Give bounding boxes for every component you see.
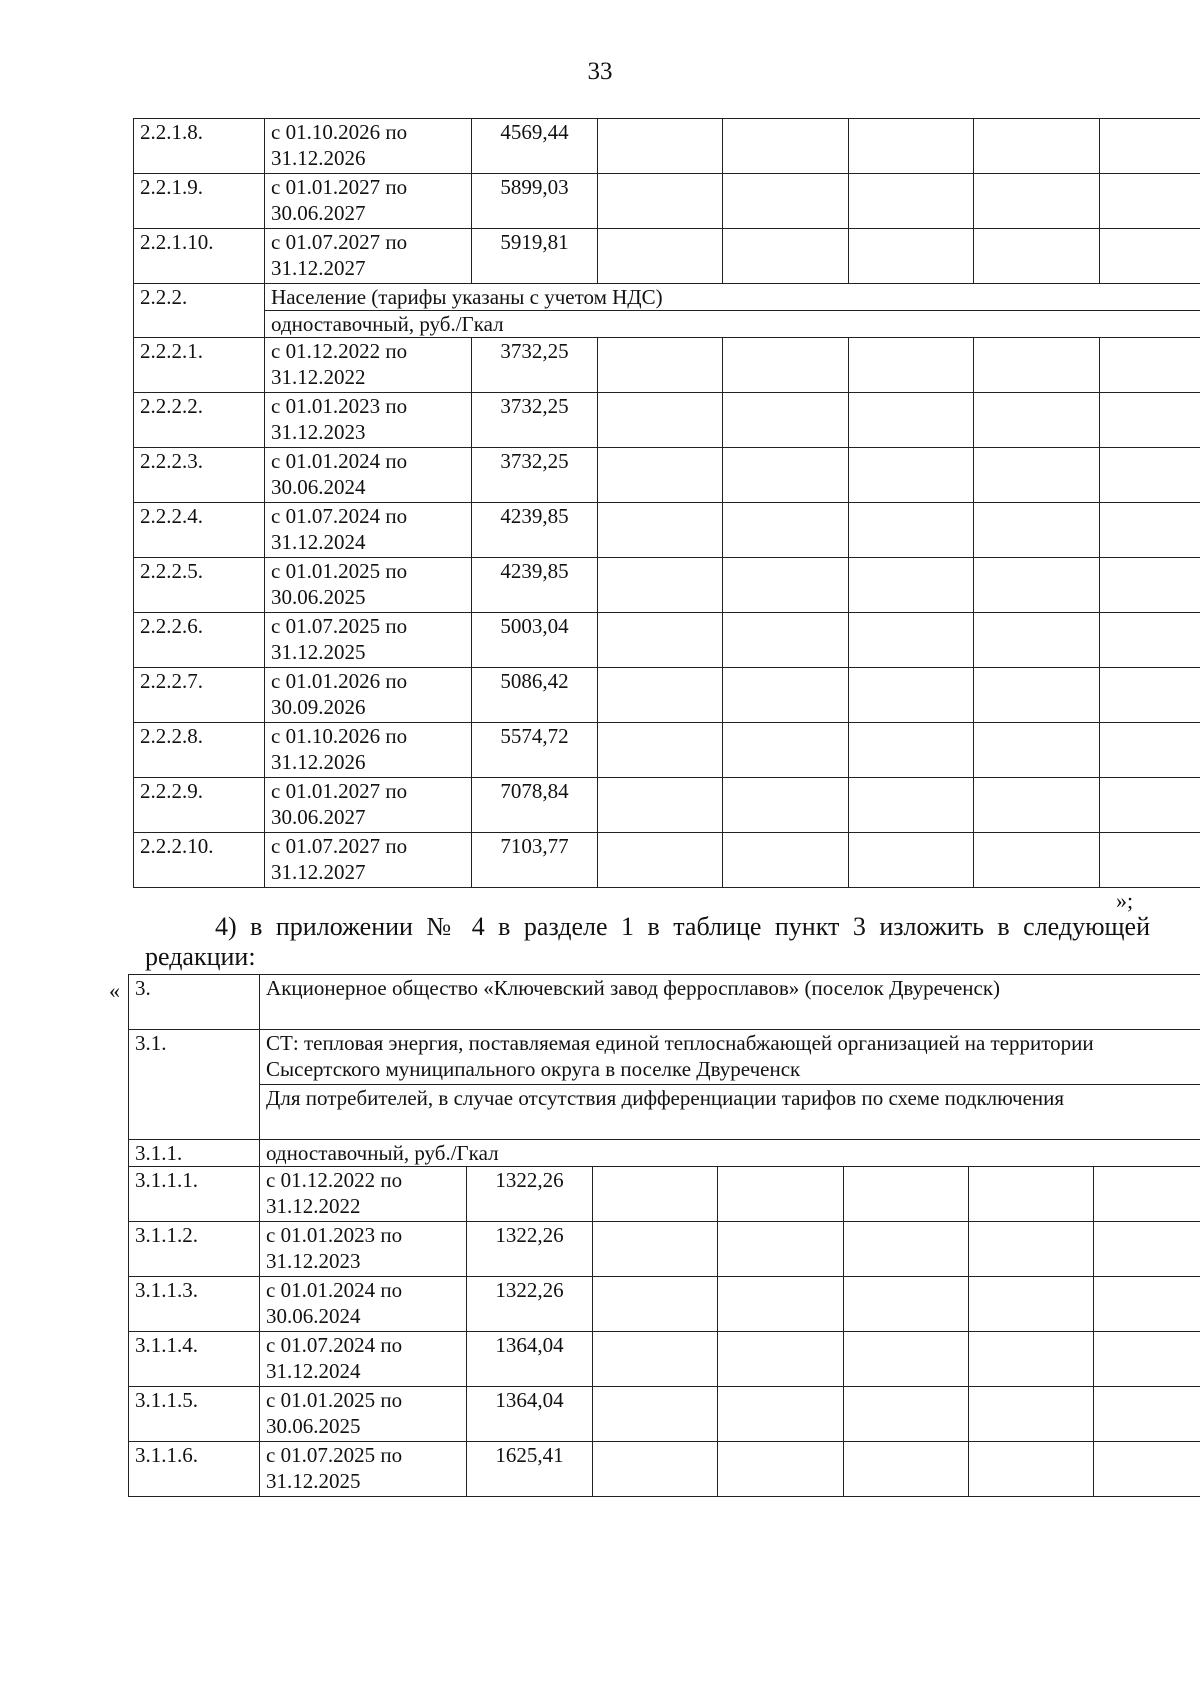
group-subtitle: одноставочный, руб./Гкал xyxy=(265,311,1200,338)
empty-cell xyxy=(592,1332,717,1387)
row-period: с 01.07.2027 по 31.12.2027 xyxy=(265,833,472,888)
group-title: Население (тарифы указаны с учетом НДС) xyxy=(265,284,1200,311)
row-number: 2.2.2.5. xyxy=(134,558,265,613)
tariff-row xyxy=(134,119,1200,174)
empty-cell xyxy=(1099,229,1200,284)
row-period: с 01.12.2022 по 31.12.2022 xyxy=(260,1167,467,1222)
empty-cell xyxy=(723,174,848,229)
row-number: 3.1.1.1. xyxy=(129,1167,260,1222)
row-period: с 01.01.2027 по 30.06.2027 xyxy=(265,174,472,229)
empty-cell xyxy=(848,338,973,393)
empty-cell xyxy=(723,119,848,174)
subsection-row xyxy=(129,1140,1200,1167)
empty-cell xyxy=(1094,1332,1200,1387)
empty-cell xyxy=(843,1387,968,1442)
tariff-row xyxy=(134,174,1200,229)
empty-cell xyxy=(718,1332,843,1387)
empty-cell xyxy=(848,503,973,558)
row-value: 1625,41 xyxy=(467,1442,592,1497)
row-number: 3.1.1.2. xyxy=(129,1222,260,1277)
empty-cell xyxy=(723,448,848,503)
row-value: 3732,25 xyxy=(472,338,597,393)
empty-cell xyxy=(592,1167,717,1222)
empty-cell xyxy=(718,1167,843,1222)
empty-cell xyxy=(597,229,722,284)
row-value: 3732,25 xyxy=(472,393,597,448)
row-number: 3.1.1.5. xyxy=(129,1387,260,1442)
empty-cell xyxy=(718,1442,843,1497)
row-period: с 01.07.2024 по 31.12.2024 xyxy=(260,1332,467,1387)
row-period: с 01.12.2022 по 31.12.2022 xyxy=(265,338,472,393)
row-number: 3.1.1.3. xyxy=(129,1277,260,1332)
row-value: 5919,81 xyxy=(472,229,597,284)
row-number: 3.1.1.6. xyxy=(129,1442,260,1497)
empty-cell xyxy=(597,833,722,888)
empty-cell xyxy=(974,833,1099,888)
tariff-table-population xyxy=(133,118,1200,888)
opening-quote: « xyxy=(109,978,120,1003)
empty-cell xyxy=(843,1167,968,1222)
empty-cell xyxy=(718,1387,843,1442)
empty-cell xyxy=(723,558,848,613)
empty-cell xyxy=(974,558,1099,613)
empty-cell xyxy=(597,558,722,613)
empty-cell xyxy=(974,613,1099,668)
section-subtitle-row xyxy=(129,1085,1200,1140)
row-period: с 01.07.2027 по 31.12.2027 xyxy=(265,229,472,284)
empty-cell xyxy=(974,338,1099,393)
subsection-title: одноставочный, руб./Гкал xyxy=(260,1140,1200,1167)
tariff-row xyxy=(129,1167,1200,1222)
organization-row xyxy=(129,975,1200,1030)
empty-cell xyxy=(1094,1442,1200,1497)
row-value: 1364,04 xyxy=(467,1332,592,1387)
tariff-table-dvurechensk xyxy=(128,974,1200,1497)
empty-cell xyxy=(848,229,973,284)
row-period: с 01.01.2026 по 30.09.2026 xyxy=(265,668,472,723)
empty-cell xyxy=(1099,668,1200,723)
empty-cell xyxy=(974,778,1099,833)
empty-cell xyxy=(597,338,722,393)
empty-cell xyxy=(592,1387,717,1442)
row-number: 2.2.1.8. xyxy=(134,119,265,174)
empty-cell xyxy=(597,778,722,833)
empty-cell xyxy=(1094,1387,1200,1442)
empty-cell xyxy=(968,1332,1093,1387)
empty-cell xyxy=(843,1332,968,1387)
empty-cell xyxy=(1099,558,1200,613)
empty-cell xyxy=(723,613,848,668)
section-number: 3.1. xyxy=(129,1030,260,1140)
tariff-row xyxy=(134,338,1200,393)
row-value: 5574,72 xyxy=(472,723,597,778)
row-number: 2.2.2.4. xyxy=(134,503,265,558)
empty-cell xyxy=(968,1222,1093,1277)
empty-cell xyxy=(974,448,1099,503)
tariff-row xyxy=(134,778,1200,833)
row-number: 3.1.1.4. xyxy=(129,1332,260,1387)
row-number: 2.2.2.10. xyxy=(134,833,265,888)
row-value: 7103,77 xyxy=(472,833,597,888)
empty-cell xyxy=(723,723,848,778)
empty-cell xyxy=(848,613,973,668)
empty-cell xyxy=(974,393,1099,448)
empty-cell xyxy=(597,668,722,723)
row-number: 2.2.2.8. xyxy=(134,723,265,778)
empty-cell xyxy=(592,1222,717,1277)
row-value: 1322,26 xyxy=(467,1222,592,1277)
empty-cell xyxy=(597,174,722,229)
tariff-row xyxy=(129,1442,1200,1497)
row-period: с 01.10.2026 по 31.12.2026 xyxy=(265,723,472,778)
row-period: с 01.07.2025 по 31.12.2025 xyxy=(265,613,472,668)
empty-cell xyxy=(848,723,973,778)
row-value: 4569,44 xyxy=(472,119,597,174)
group-number: 2.2.2. xyxy=(134,284,265,338)
organization-number: 3. xyxy=(129,975,260,1030)
tariff-row xyxy=(129,1387,1200,1442)
row-period: с 01.01.2024 по 30.06.2024 xyxy=(265,448,472,503)
row-number: 2.2.2.1. xyxy=(134,338,265,393)
row-value: 5899,03 xyxy=(472,174,597,229)
row-period: с 01.01.2025 по 30.06.2025 xyxy=(260,1387,467,1442)
row-value: 4239,85 xyxy=(472,558,597,613)
empty-cell xyxy=(597,723,722,778)
empty-cell xyxy=(723,338,848,393)
row-number: 2.2.1.9. xyxy=(134,174,265,229)
tariff-row xyxy=(129,1222,1200,1277)
empty-cell xyxy=(968,1167,1093,1222)
empty-cell xyxy=(974,668,1099,723)
empty-cell xyxy=(968,1387,1093,1442)
empty-cell xyxy=(1094,1277,1200,1332)
empty-cell xyxy=(1099,174,1200,229)
empty-cell xyxy=(597,119,722,174)
row-number: 2.2.2.3. xyxy=(134,448,265,503)
empty-cell xyxy=(968,1442,1093,1497)
empty-cell xyxy=(843,1442,968,1497)
empty-cell xyxy=(718,1277,843,1332)
tariff-row xyxy=(134,613,1200,668)
empty-cell xyxy=(848,174,973,229)
tariff-row xyxy=(134,503,1200,558)
tariff-row xyxy=(134,393,1200,448)
empty-cell xyxy=(843,1277,968,1332)
empty-cell xyxy=(592,1277,717,1332)
row-value: 5003,04 xyxy=(472,613,597,668)
row-period: с 01.01.2023 по 31.12.2023 xyxy=(265,393,472,448)
empty-cell xyxy=(974,229,1099,284)
row-value: 7078,84 xyxy=(472,778,597,833)
empty-cell xyxy=(968,1277,1093,1332)
empty-cell xyxy=(848,778,973,833)
tariff-row xyxy=(134,558,1200,613)
empty-cell xyxy=(974,119,1099,174)
closing-quote: »; xyxy=(1116,888,1134,913)
row-number: 2.2.1.10. xyxy=(134,229,265,284)
empty-cell xyxy=(723,778,848,833)
empty-cell xyxy=(597,613,722,668)
empty-cell xyxy=(848,558,973,613)
organization-name: Акционерное общество «Ключевский завод ферросплавов» (поселок Двуреченск) xyxy=(260,975,1200,1030)
row-number: 2.2.2.6. xyxy=(134,613,265,668)
tariff-row xyxy=(134,668,1200,723)
tariff-row xyxy=(129,1332,1200,1387)
empty-cell xyxy=(1099,119,1200,174)
empty-cell xyxy=(723,668,848,723)
row-value: 1364,04 xyxy=(467,1387,592,1442)
row-number: 2.2.2.9. xyxy=(134,778,265,833)
empty-cell xyxy=(974,723,1099,778)
tariff-row xyxy=(134,229,1200,284)
empty-cell xyxy=(848,448,973,503)
row-value: 1322,26 xyxy=(467,1167,592,1222)
row-period: с 01.01.2027 по 30.06.2027 xyxy=(265,778,472,833)
instruction-paragraph: 4) в приложении № 4 в разделе 1 в таблице пункт 3 изложить в следующей редакции: xyxy=(145,912,1150,971)
empty-cell xyxy=(1099,338,1200,393)
row-period: с 01.10.2026 по 31.12.2026 xyxy=(265,119,472,174)
empty-cell xyxy=(848,119,973,174)
empty-cell xyxy=(848,833,973,888)
empty-cell xyxy=(1094,1167,1200,1222)
empty-cell xyxy=(1099,778,1200,833)
tariff-row xyxy=(134,833,1200,888)
row-number: 2.2.2.7. xyxy=(134,668,265,723)
row-period: с 01.07.2025 по 31.12.2025 xyxy=(260,1442,467,1497)
empty-cell xyxy=(974,174,1099,229)
empty-cell xyxy=(974,503,1099,558)
row-value: 4239,85 xyxy=(472,503,597,558)
empty-cell xyxy=(1099,448,1200,503)
empty-cell xyxy=(597,393,722,448)
group-row xyxy=(134,284,1200,311)
empty-cell xyxy=(1094,1222,1200,1277)
empty-cell xyxy=(597,448,722,503)
empty-cell xyxy=(723,393,848,448)
empty-cell xyxy=(1099,393,1200,448)
empty-cell xyxy=(848,393,973,448)
empty-cell xyxy=(1099,833,1200,888)
empty-cell xyxy=(592,1442,717,1497)
row-number: 2.2.2.2. xyxy=(134,393,265,448)
section-title: СТ: тепловая энергия, поставляемая единой теплоснабжающей организацией на территории Сысертского муниципального округа в поселке Двуреченск xyxy=(260,1030,1200,1085)
tariff-row xyxy=(129,1277,1200,1332)
section-subtitle: Для потребителей, в случае отсутствия дифференциации тарифов по схеме подключения xyxy=(260,1085,1200,1140)
row-period: с 01.01.2025 по 30.06.2025 xyxy=(265,558,472,613)
subsection-number: 3.1.1. xyxy=(129,1140,260,1167)
row-value: 3732,25 xyxy=(472,448,597,503)
empty-cell xyxy=(843,1222,968,1277)
empty-cell xyxy=(723,229,848,284)
empty-cell xyxy=(723,503,848,558)
empty-cell xyxy=(597,503,722,558)
row-period: с 01.01.2023 по 31.12.2023 xyxy=(260,1222,467,1277)
section-row xyxy=(129,1030,1200,1085)
row-value: 5086,42 xyxy=(472,668,597,723)
empty-cell xyxy=(1099,723,1200,778)
row-period: с 01.01.2024 по 30.06.2024 xyxy=(260,1277,467,1332)
row-period: с 01.07.2024 по 31.12.2024 xyxy=(265,503,472,558)
page-number: 33 xyxy=(587,58,613,85)
group-subtitle-row xyxy=(134,311,1200,338)
tariff-row xyxy=(134,448,1200,503)
row-value: 1322,26 xyxy=(467,1277,592,1332)
empty-cell xyxy=(848,668,973,723)
empty-cell xyxy=(1099,613,1200,668)
empty-cell xyxy=(1099,503,1200,558)
tariff-row xyxy=(134,723,1200,778)
empty-cell xyxy=(718,1222,843,1277)
empty-cell xyxy=(723,833,848,888)
